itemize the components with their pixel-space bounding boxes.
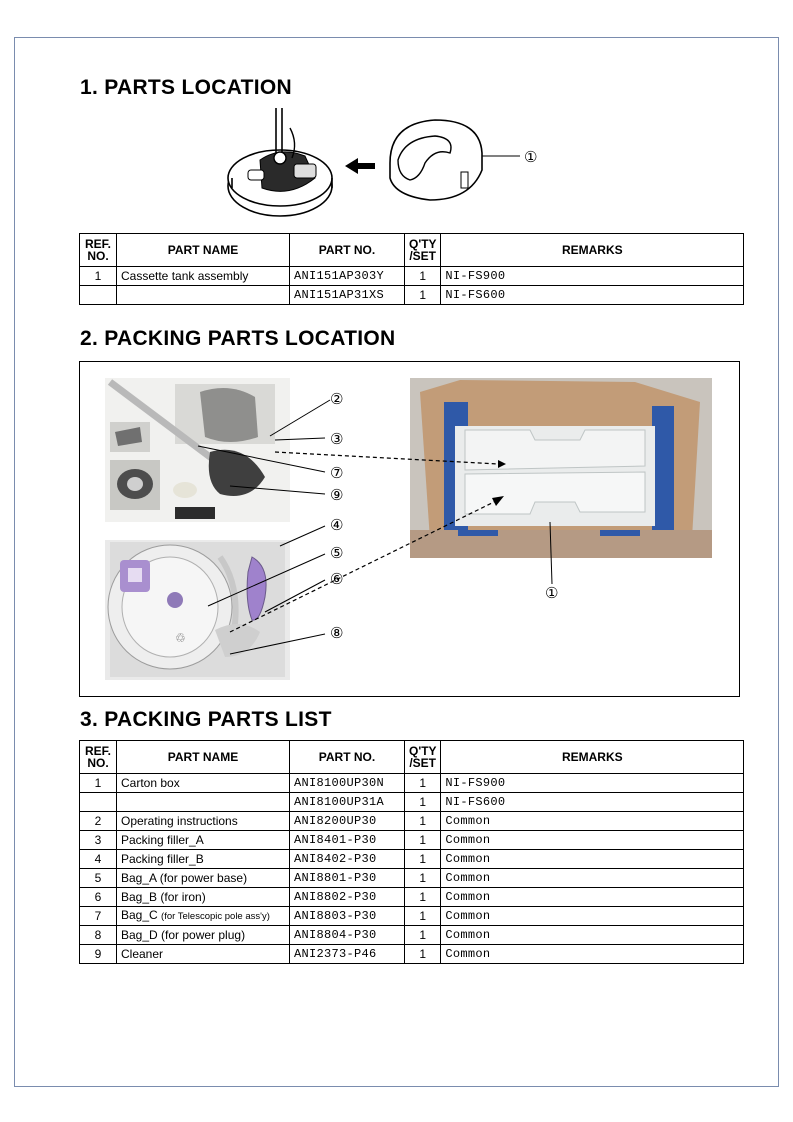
callout-1-carton: ①	[545, 584, 559, 602]
cell-remarks: NI-FS900	[441, 267, 744, 286]
cell-partno: ANI8100UP30N	[290, 774, 405, 793]
header-remarks: REMARKS	[441, 234, 744, 267]
section1-heading: 1. PARTS LOCATION	[80, 76, 292, 99]
header-part-name: PART NAME	[117, 234, 290, 267]
cell-partno: ANI8804-P30	[290, 926, 405, 945]
power-base-drawing	[228, 108, 332, 216]
header-qty: Q'TY /SET	[405, 741, 441, 774]
cell-qty: 1	[405, 850, 441, 869]
cell-partno: ANI8200UP30	[290, 812, 405, 831]
header-ref-no: REF. NO.	[80, 741, 117, 774]
cell-name: Cassette tank assembly	[117, 267, 290, 286]
cell-remarks: Common	[441, 869, 744, 888]
cell-name	[117, 286, 290, 305]
callout-4: ④	[330, 516, 344, 534]
table-row	[80, 945, 744, 964]
cell-remarks: Common	[441, 945, 744, 964]
table-row	[80, 793, 744, 812]
callout-2: ②	[330, 390, 344, 408]
table-row	[80, 888, 744, 907]
cell-ref: 9	[80, 945, 117, 964]
table-row	[80, 812, 744, 831]
cell-name: Cleaner	[117, 945, 290, 964]
table-row	[80, 869, 744, 888]
cell-qty: 1	[405, 926, 441, 945]
cell-partno: ANI8803-P30	[290, 907, 405, 926]
cell-ref: 6	[80, 888, 117, 907]
cell-remarks: Common	[441, 831, 744, 850]
header-qty: Q'TY /SET	[405, 234, 441, 267]
table-header-row	[80, 741, 744, 774]
cell-name: Carton box	[117, 774, 290, 793]
parts-location-table	[79, 233, 744, 305]
callout-3: ③	[330, 430, 344, 448]
cell-name	[117, 907, 290, 926]
cell-remarks: Common	[441, 888, 744, 907]
cell-name: Operating instructions	[117, 812, 290, 831]
cell-name-main: Bag_C	[121, 908, 158, 922]
cell-partno: ANI8402-P30	[290, 850, 405, 869]
left-arrow-icon	[345, 158, 375, 174]
table-row	[80, 850, 744, 869]
cell-name: Packing filler_A	[117, 831, 290, 850]
callout-7: ⑦	[330, 464, 344, 482]
cell-name: Bag_D (for power plug)	[117, 926, 290, 945]
cell-ref: 8	[80, 926, 117, 945]
cell-partno: ANI151AP31XS	[290, 286, 405, 305]
parts-location-illustration	[220, 108, 560, 226]
section3-heading: 3. PACKING PARTS LIST	[80, 708, 332, 731]
table-row	[80, 831, 744, 850]
cell-qty: 1	[405, 831, 441, 850]
cell-ref	[80, 286, 117, 305]
cell-name	[117, 793, 290, 812]
cell-ref: 1	[80, 774, 117, 793]
cell-qty: 1	[405, 869, 441, 888]
cell-qty: 1	[405, 907, 441, 926]
cell-remarks: NI-FS600	[441, 793, 744, 812]
cell-remarks: Common	[441, 812, 744, 831]
cell-ref: 3	[80, 831, 117, 850]
table-header-row	[80, 234, 744, 267]
cell-ref: 2	[80, 812, 117, 831]
cell-qty: 1	[405, 286, 441, 305]
cell-ref	[80, 793, 117, 812]
cell-partno: ANI151AP303Y	[290, 267, 405, 286]
table-row	[80, 926, 744, 945]
callout-9: ⑨	[330, 486, 344, 504]
cell-remarks: Common	[441, 926, 744, 945]
packing-parts-illustration	[80, 362, 739, 696]
cell-qty: 1	[405, 812, 441, 831]
cell-name-note: (for Telescopic pole ass'y)	[161, 911, 270, 922]
callout-1: ①	[524, 148, 538, 166]
svg-text:♲: ♲	[175, 631, 186, 645]
header-remarks: REMARKS	[441, 741, 744, 774]
table-row	[80, 286, 744, 305]
cell-name: Packing filler_B	[117, 850, 290, 869]
table-row	[80, 774, 744, 793]
packing-parts-table	[79, 740, 744, 964]
callout-6: ⑥	[330, 570, 344, 588]
cell-partno: ANI2373-P46	[290, 945, 405, 964]
callout-8: ⑧	[330, 624, 344, 642]
photo-packing-filler-a	[105, 378, 290, 522]
cell-partno: ANI8401-P30	[290, 831, 405, 850]
cell-qty: 1	[405, 267, 441, 286]
photo-packing-filler-b	[105, 540, 290, 680]
cell-qty: 1	[405, 793, 441, 812]
cell-remarks: Common	[441, 850, 744, 869]
photo-carton-box	[410, 378, 712, 558]
cell-remarks: Common	[441, 907, 744, 926]
cell-remarks: NI-FS900	[441, 774, 744, 793]
cell-partno: ANI8802-P30	[290, 888, 405, 907]
cell-name: Bag_B (for iron)	[117, 888, 290, 907]
cell-qty: 1	[405, 888, 441, 907]
callout-5: ⑤	[330, 544, 344, 562]
header-ref-no: REF. NO.	[80, 234, 117, 267]
cell-ref: 1	[80, 267, 117, 286]
cell-name: Bag_A (for power base)	[117, 869, 290, 888]
cell-remarks: NI-FS600	[441, 286, 744, 305]
cell-partno: ANI8100UP31A	[290, 793, 405, 812]
header-part-no: PART NO.	[290, 234, 405, 267]
cell-qty: 1	[405, 774, 441, 793]
cell-ref: 7	[80, 907, 117, 926]
header-part-no: PART NO.	[290, 741, 405, 774]
table-row	[80, 267, 744, 286]
cell-partno: ANI8801-P30	[290, 869, 405, 888]
cell-qty: 1	[405, 945, 441, 964]
header-part-name: PART NAME	[117, 741, 290, 774]
section2-heading: 2. PACKING PARTS LOCATION	[80, 327, 396, 350]
cell-ref: 4	[80, 850, 117, 869]
table-row	[80, 907, 744, 926]
cassette-tank-drawing	[390, 120, 520, 200]
cell-ref: 5	[80, 869, 117, 888]
